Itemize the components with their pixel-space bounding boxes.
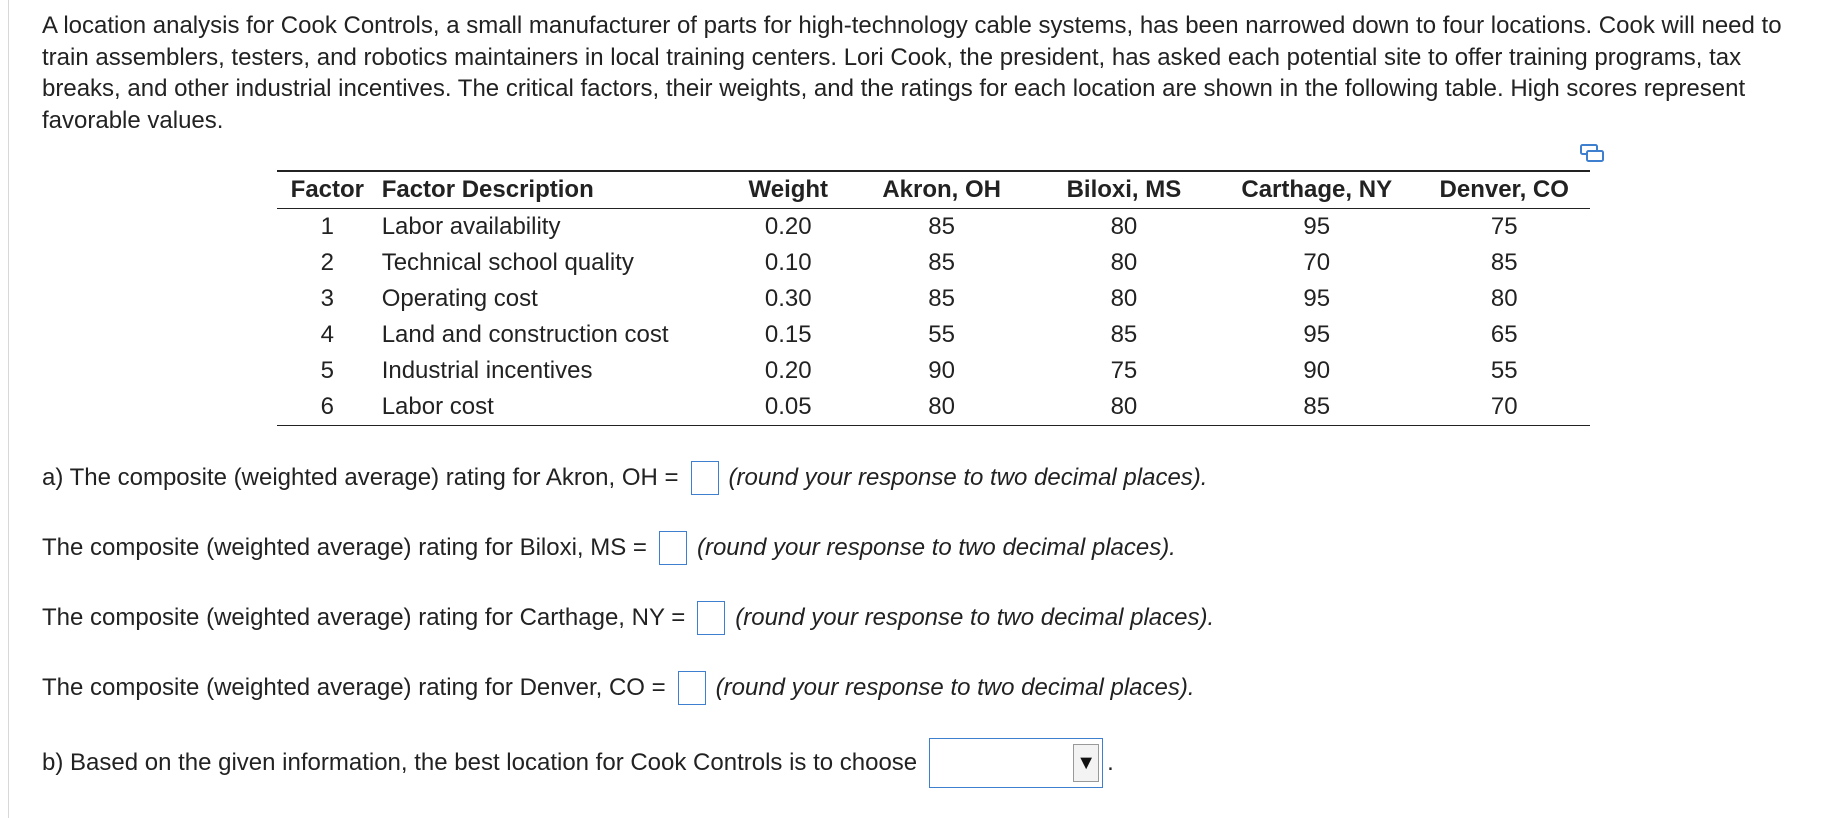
carthage-rating-input[interactable] bbox=[697, 601, 725, 635]
cell-akron: 85 bbox=[928, 213, 955, 240]
table-row bbox=[277, 317, 1590, 353]
copy-table-icon[interactable] bbox=[1580, 144, 1604, 164]
cell-akron: 90 bbox=[928, 357, 955, 384]
question-carthage-label: The composite (weighted average) rating for Carthage, NY = bbox=[42, 604, 686, 631]
dropdown-arrow-icon[interactable]: ▼ bbox=[1073, 744, 1099, 782]
question-denver bbox=[42, 671, 1195, 705]
cell-factor: 5 bbox=[320, 357, 335, 384]
table-row bbox=[277, 245, 1590, 281]
question-akron bbox=[42, 461, 1207, 495]
cell-weight: 0.20 bbox=[764, 357, 812, 384]
cell-weight: 0.15 bbox=[764, 321, 812, 348]
cell-denver: 70 bbox=[1418, 389, 1590, 426]
problem-intro: A location analysis for Cook Controls, a small manufacturer of parts for high-technology cable systems, has been narrowed down to four locations. Cook will need to train assemblers, testers, and robotics maintainers in local training centers. Lori Cook, the president, has asked each potential site to offer training programs, tax breaks, and other industrial incentives. The critical factors, their weights, and the ratings for each location are shown in the following table. High scores represent favorable values. bbox=[42, 12, 1782, 134]
question-biloxi bbox=[42, 531, 1176, 565]
cell-biloxi: 75 bbox=[1110, 357, 1138, 384]
cell-factor: 6 bbox=[277, 389, 378, 426]
question-akron-label: a) The composite (weighted average) rating for Akron, OH = bbox=[42, 464, 679, 491]
cell-factor: 4 bbox=[320, 321, 335, 348]
cell-denver: 75 bbox=[1490, 213, 1518, 240]
cell-akron: 85 bbox=[928, 285, 955, 312]
best-location-dropdown[interactable] bbox=[929, 738, 1103, 788]
cell-factor: 2 bbox=[320, 249, 335, 276]
header-akron: Akron, OH bbox=[851, 171, 1033, 209]
question-biloxi-label: The composite (weighted average) rating for Biloxi, MS = bbox=[42, 534, 647, 561]
cell-weight: 0.05 bbox=[726, 389, 850, 426]
factor-ratings-table bbox=[277, 170, 1590, 426]
cell-carthage: 95 bbox=[1303, 213, 1331, 240]
cell-denver: 85 bbox=[1490, 249, 1518, 276]
cell-biloxi: 80 bbox=[1033, 389, 1215, 426]
header-weight: Weight bbox=[726, 171, 850, 209]
denver-rating-input[interactable] bbox=[678, 671, 706, 705]
cell-carthage: 95 bbox=[1303, 285, 1331, 312]
cell-factor: 1 bbox=[320, 213, 335, 240]
header-factor: Factor bbox=[277, 171, 378, 209]
cell-carthage: 70 bbox=[1303, 249, 1331, 276]
round-hint: (round your response to two decimal places). bbox=[728, 464, 1208, 491]
akron-rating-input[interactable] bbox=[691, 461, 719, 495]
cell-description: Labor cost bbox=[378, 389, 726, 426]
table-header-row bbox=[277, 171, 1590, 209]
cell-biloxi: 80 bbox=[1110, 213, 1138, 240]
table-row bbox=[277, 281, 1590, 317]
header-denver: Denver, CO bbox=[1418, 171, 1590, 209]
cell-biloxi: 85 bbox=[1110, 321, 1138, 348]
cell-carthage: 95 bbox=[1303, 321, 1331, 348]
cell-description: Operating cost bbox=[381, 285, 538, 312]
cell-carthage: 90 bbox=[1303, 357, 1331, 384]
round-hint: (round your response to two decimal places). bbox=[696, 534, 1176, 561]
cell-description: Land and construction cost bbox=[381, 321, 669, 348]
table-row bbox=[277, 353, 1590, 389]
header-description: Factor Description bbox=[378, 171, 726, 209]
round-hint: (round your response to two decimal places). bbox=[715, 674, 1195, 701]
round-hint: (round your response to two decimal places). bbox=[735, 604, 1215, 631]
header-carthage: Carthage, NY bbox=[1215, 171, 1418, 209]
cell-description: Technical school quality bbox=[381, 249, 634, 276]
cell-denver: 65 bbox=[1490, 321, 1518, 348]
cell-denver: 55 bbox=[1490, 357, 1518, 384]
table-row bbox=[277, 389, 1590, 426]
cell-carthage: 85 bbox=[1215, 389, 1418, 426]
cell-description: Labor availability bbox=[381, 213, 561, 240]
cell-denver: 80 bbox=[1490, 285, 1518, 312]
sentence-period: . bbox=[1107, 749, 1114, 776]
cell-weight: 0.20 bbox=[764, 213, 812, 240]
cell-akron: 85 bbox=[928, 249, 955, 276]
question-best-location-label: b) Based on the given information, the best location for Cook Controls is to choose bbox=[42, 749, 918, 776]
cell-factor: 3 bbox=[320, 285, 335, 312]
header-biloxi: Biloxi, MS bbox=[1033, 171, 1215, 209]
cell-weight: 0.10 bbox=[764, 249, 812, 276]
question-carthage bbox=[42, 601, 1214, 635]
table-row bbox=[277, 209, 1590, 246]
biloxi-rating-input[interactable] bbox=[659, 531, 687, 565]
cell-biloxi: 80 bbox=[1110, 285, 1138, 312]
cell-akron: 80 bbox=[851, 389, 1033, 426]
left-border bbox=[8, 0, 9, 818]
cell-description: Industrial incentives bbox=[381, 357, 593, 384]
question-denver-label: The composite (weighted average) rating for Denver, CO = bbox=[42, 674, 666, 701]
cell-akron: 55 bbox=[928, 321, 955, 348]
cell-biloxi: 80 bbox=[1110, 249, 1138, 276]
cell-weight: 0.30 bbox=[764, 285, 812, 312]
question-best-location bbox=[42, 738, 1114, 788]
